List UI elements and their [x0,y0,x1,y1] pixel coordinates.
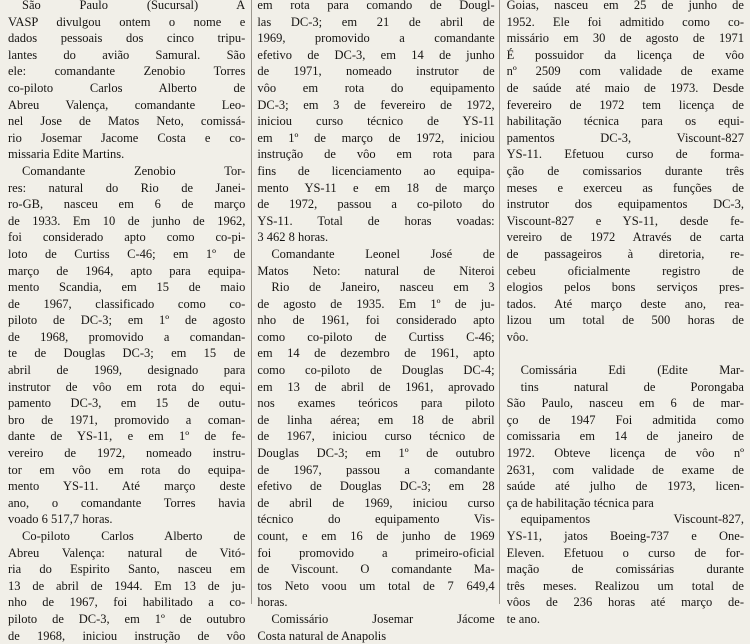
text-line: de abril de 1969, iniciou curso [257,495,495,510]
text-line: Abreu Valença: natural de Vitó- [8,545,246,560]
text-line: 1972. Obteve licença de vôo nº [506,446,744,461]
text-line: saúde até julho de 1973, licen- [506,479,744,494]
text-line: São Paulo, nasceu em 6 de mar- [506,396,744,411]
text-line: vereiro de 1972 Através de carta [506,230,744,245]
text-line: São Paulo (Sucursal) A [22,0,246,12]
text-line: loto de Curtiss C-46; em 1º de [8,246,246,261]
text-line: Abreu Valença, comandante Leo- [8,97,246,112]
column-right [506,0,744,626]
text-line: março de 1964, apto para equipa- [8,263,246,278]
text-line: 3 462 8 horas. [257,230,329,245]
text-line: tor em vôo em rota do equipa- [8,462,246,477]
text-line: em rota para comando de Dougl- [257,0,495,12]
text-line: É possuidor da licença de vôo [506,47,744,62]
text-line: mento YS-11 e em 18 de março [257,180,495,195]
text-line: de 1971, nomeado instrutor de [257,64,495,79]
text-line: mento YS-11. Até março deste [8,479,246,494]
text-line [507,345,744,362]
text-line: Comandante Zenobio Tor- [22,163,246,178]
text-line: las DC-3; em 21 de abril de [257,14,495,29]
text-line: em 1º de março de 1972, iniciou [257,130,495,145]
text-line: Costa natural de Anapolis [257,628,387,643]
text-line: tos Neto voou um total de 7 649,4 [257,578,495,593]
text-line: de 1968, iniciou instrução de vôo [8,628,246,643]
text-line: comissaria em 14 de janeiro de [506,429,744,444]
text-line: missaria Edite Martins. [8,147,125,162]
text-line: Comandante Leonel José de [271,246,495,261]
column-divider-1 [251,0,252,604]
text-line: VASP divulgou ontem o nome e [8,14,246,29]
text-line: dante de YS-11, e em 1º de fe- [8,429,246,444]
text-line: Goias, nasceu em 25 de junho de [506,0,744,12]
text-line: de linha aérea; em 18 de abril [257,412,495,427]
text-line: 1969, promovido a comandante [257,31,495,46]
text-line: te de Douglas DC-3; em 15 de [8,346,246,361]
text-line: ça de habilitação técnica para [506,495,654,510]
text-line: vereiro de 1972, nomeado instru- [8,446,246,461]
text-line: fins de licenciamento ao equipa- [257,163,495,178]
text-line: 1952. Ele foi admitido como co- [506,14,744,29]
text-line: de saúde até maio de 1973. Desde [506,80,744,95]
text-line: de 1972, passou a co-piloto do [257,197,495,212]
text-line: lantes do avião Samural. São [8,47,246,62]
text-line: voado 6 517,7 horas. [8,512,113,527]
text-line: vôo em rota do equipamento [257,80,495,95]
text-line: te ano. [506,611,540,626]
text-line: instrutor de vôo em rota do equi- [8,379,246,394]
text-line: efetivo de Douglas DC-3; em 28 [257,479,495,494]
text-line: de 1968, promovido a comandan- [8,329,246,344]
text-line: foi considerado apto como co-pi- [8,230,246,245]
text-line: de passageiros à diretoria, re- [506,246,744,261]
column-middle [257,0,495,643]
text-line: piloto de DC-3; em 1º de agosto [8,313,246,328]
text-line: meses e exerceu as funções de [506,180,744,195]
text-line: de 1967, passou a comandante [257,462,495,477]
text-line: lizou um total de 500 horas de [506,313,744,328]
text-line: de Viscount. O comandante Ma- [257,562,495,577]
text-line: YS-11. Total de horas voadas: [257,213,495,228]
text-line: Matos Neto: natural de Niteroi [257,263,495,278]
text-line: tados. Até março deste ano, rea- [506,296,744,311]
text-line: em 13 de abril de 1961, aprovado [257,379,495,394]
text-line: instrução de vôo em rota para [257,147,495,162]
text-line: de agosto de 1935. Em 1º de ju- [257,296,495,311]
text-line: ano, o comandante Torres havia [8,495,246,510]
text-line: Douglas DC-3; em 1º de outubro [257,446,495,461]
text-line: cebeu oficialmente registro de [506,263,744,278]
text-line: pamento DC-3, em 15 de outu- [8,396,246,411]
text-line: YS-11. Efetuou curso de forma- [506,147,744,162]
text-line: co-piloto Carlos Alberto de [8,80,246,95]
text-line: missário em 30 de agosto de 1971 [506,31,744,46]
column-left [8,0,246,643]
text-line: nel Jose de Matos Neto, comissá- [8,114,246,129]
text-line: de 1967, iniciou curso técnico de [257,429,495,444]
text-line: tins natural de Porongaba [520,379,744,394]
text-line: ro-GB, nasceu em 6 de março [8,197,246,212]
text-line: elogios pelos bons serviços pres- [506,280,744,295]
text-line: Co-piloto Carlos Alberto de [22,529,246,543]
text-line: habilitação técnica para os equi- [506,114,744,129]
text-line: de 1967, classificado como co- [8,296,246,311]
text-line: Comissária Edi (Edite Mar- [520,363,744,378]
text-line: foi promovido a primeiro-oficial [257,545,495,560]
text-line: vôos de 236 horas até março de- [506,595,744,610]
text-line: ção de comissarios durante três [506,163,744,178]
text-line: 2631, com validade de exame de [506,462,744,477]
text-line: YS-11, jatos Boeing-737 e One- [506,529,744,543]
text-line: Comissário Josemar Jácome [271,611,495,626]
text-line: ço de 1947 Foi admitida como [506,412,744,427]
text-line: técnico do equipamento Vis- [257,512,495,527]
text-line: vôo. [506,329,529,344]
text-line: horas. [257,595,288,610]
text-line: instrutor dos equipamentos DC-3, [506,197,744,212]
text-line: equipamentos Viscount-827, [520,512,744,527]
text-line: abril de 1969, designado para [8,363,246,378]
text-line: em 14 de dezembro de 1961, apto [257,346,495,361]
text-line: mento Scandia, em 15 de maio [8,280,246,295]
text-line: Rio de Janeiro, nasceu em 3 [271,280,495,295]
text-line: Viscount-827 e YS-11, desde fe- [506,213,744,228]
text-line: rio Josemar Jacome Costa e co- [8,130,246,145]
text-line: res: natural do Rio de Janei- [8,180,246,195]
text-line: efetivo de DC-3, em 14 de junho [257,47,495,62]
text-line: como co-piloto de Curtiss C-46; [257,329,495,344]
text-line: de 1933. Em 10 de junho de 1962, [8,213,246,228]
text-line: nho de 1967, foi habilitado a co- [8,595,246,610]
text-line: Eleven. Efetuou o curso de for- [506,545,744,560]
text-line: 13 de abril de 1944. Em 13 de ju- [8,578,246,593]
text-line: bro de 1971, promovido a coman- [8,412,246,427]
text-line: DC-3; em 3 de fevereiro de 1972, [257,97,495,112]
text-line: nº 2509 com validade de exame [506,64,744,79]
text-line: piloto de DC-3, em 1º de outubro [8,611,246,626]
text-line: nos exames teóricos para piloto [257,396,495,411]
text-line: iniciou curso técnico de YS-11 [257,114,495,129]
text-line: pamentos DC-3, Viscount-827 [506,130,744,145]
text-line: mação de comissárias durante [506,562,744,577]
text-line: três meses. Realizou um total de [506,578,744,593]
text-line: nho de 1961, foi considerado apto [257,313,495,328]
text-line: ria do Espirito Santo, nasceu em [8,562,246,577]
text-line: count, e em 16 de junho de 1969 [257,529,495,543]
text-line: dados pessoais dos cinco tripu- [8,31,246,46]
column-divider-2 [499,0,500,604]
text-line: fevereiro de 1972 tem licença de [506,97,744,112]
text-line: ele: comandante Zenobio Torres [8,64,246,79]
text-line: como co-piloto de Douglas DC-4; [257,363,495,378]
